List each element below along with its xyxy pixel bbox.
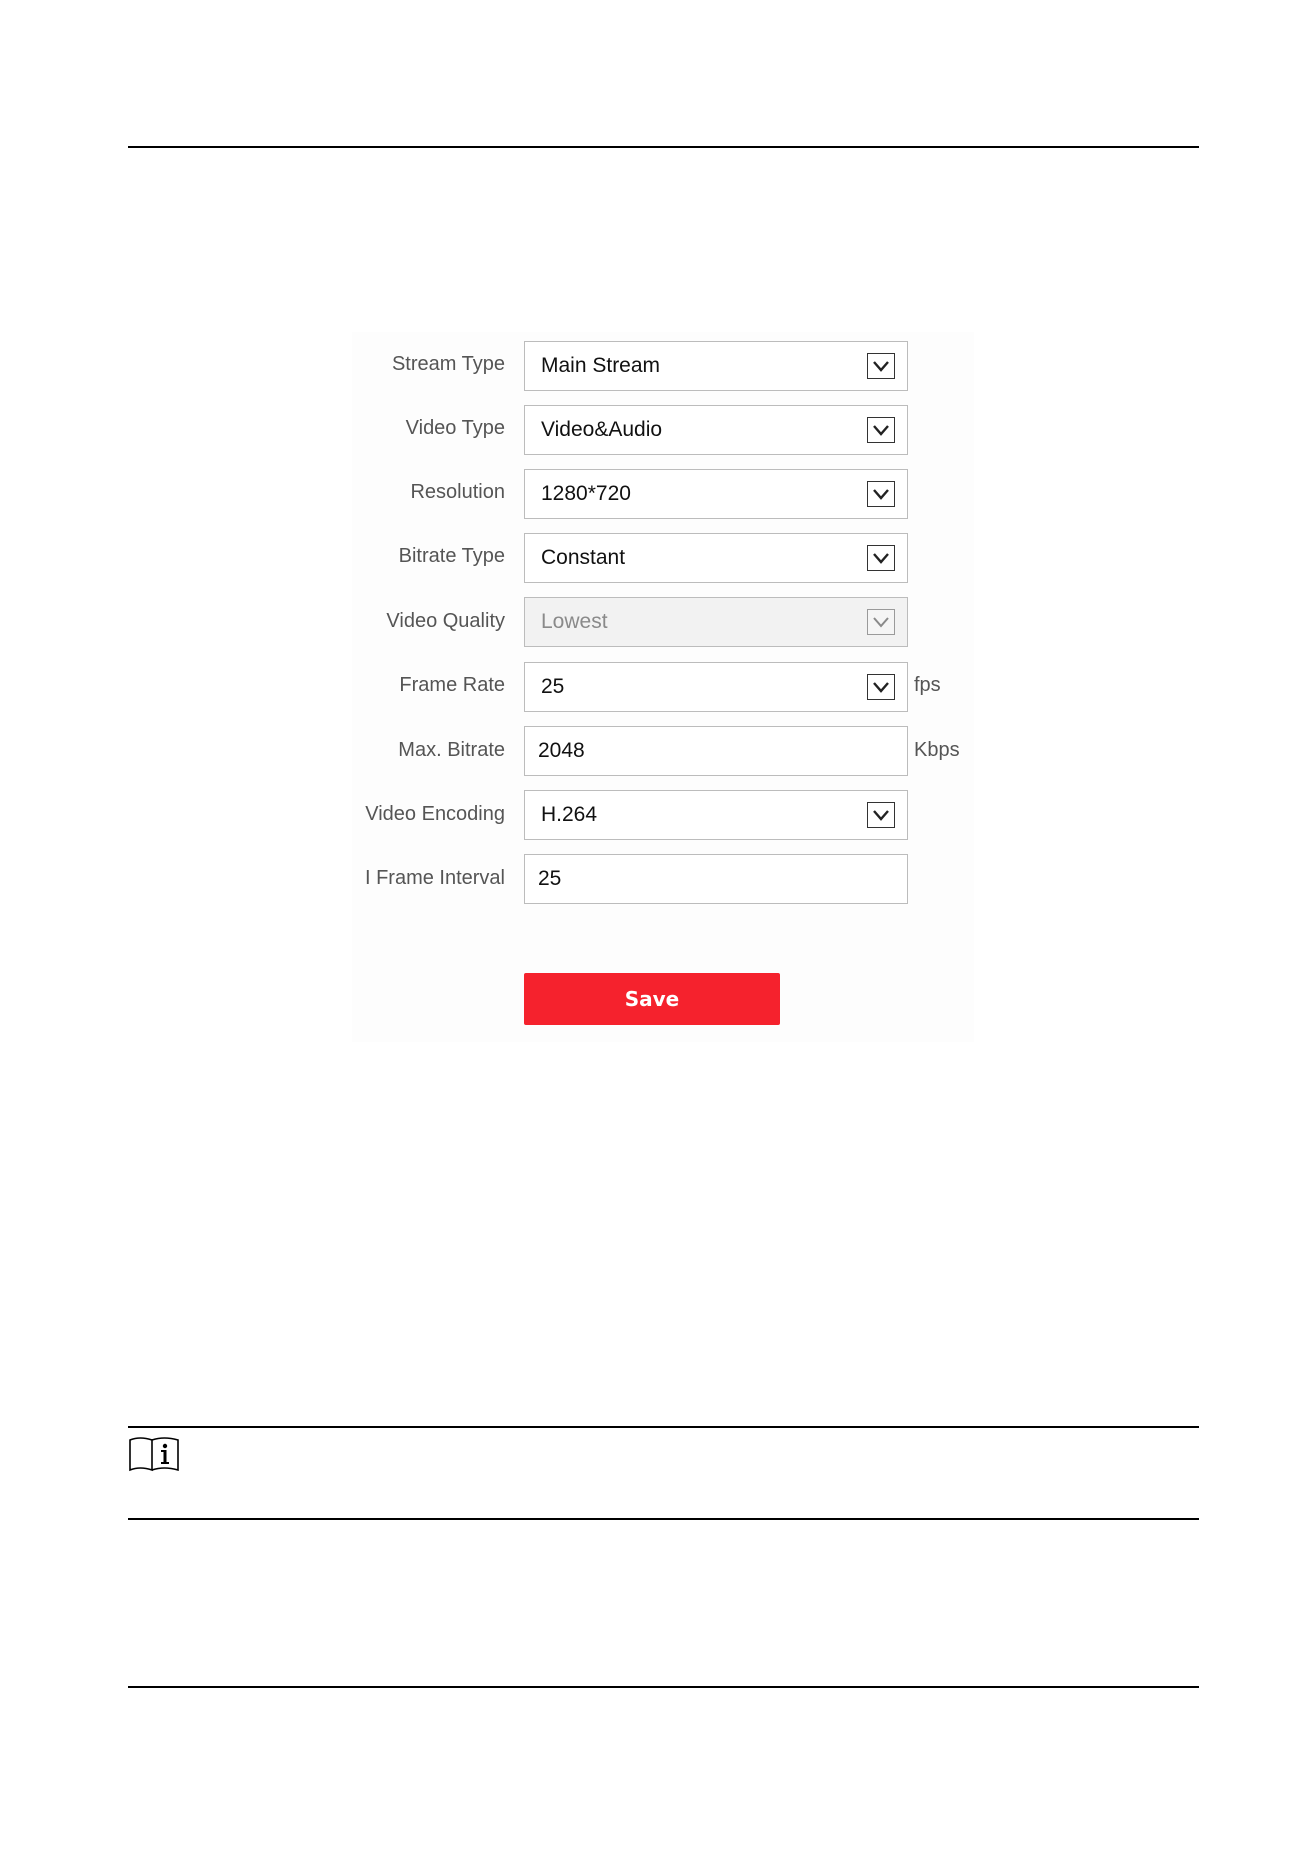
- frame-rate-select[interactable]: [524, 662, 908, 712]
- i-frame-interval-input[interactable]: [524, 854, 908, 904]
- frame-rate-value: 25: [541, 675, 565, 698]
- note-bottom-rule: [128, 1518, 1199, 1520]
- chevron-down-icon[interactable]: [867, 802, 895, 828]
- video-quality-value: Lowest: [541, 610, 608, 633]
- video-type-label: Video Type: [405, 417, 505, 439]
- video-encoding-select[interactable]: [524, 790, 908, 840]
- max-bitrate-label: Max. Bitrate: [398, 739, 505, 761]
- chevron-down-icon[interactable]: [867, 674, 895, 700]
- video-quality-select: [524, 597, 908, 647]
- stream-type-value: Main Stream: [541, 354, 661, 377]
- stream-type-label: Stream Type: [391, 353, 505, 375]
- chevron-down-icon: [867, 609, 895, 635]
- chevron-down-icon[interactable]: [867, 545, 895, 571]
- note-top-rule: [128, 1426, 1199, 1428]
- footer-rule: [128, 1686, 1199, 1688]
- chevron-down-icon[interactable]: [867, 481, 895, 507]
- bitrate-type-value: Constant: [541, 546, 626, 569]
- max-bitrate-value: 2048: [538, 739, 585, 762]
- chevron-down-icon[interactable]: [867, 353, 895, 379]
- i-frame-interval-value: 25: [538, 867, 562, 890]
- video-type-value: Video&Audio: [541, 418, 663, 441]
- note-book-info-icon: [128, 1436, 180, 1472]
- video-type-select[interactable]: [524, 405, 908, 455]
- resolution-select[interactable]: [524, 469, 908, 519]
- bitrate-type-label: Bitrate Type: [398, 545, 505, 567]
- bitrate-type-select[interactable]: [524, 533, 908, 583]
- save-button[interactable]: Save: [524, 973, 780, 1025]
- video-quality-label: Video Quality: [386, 610, 505, 632]
- video-encoding-value: H.264: [541, 803, 598, 826]
- frame-rate-label: Frame Rate: [399, 674, 505, 696]
- max-bitrate-unit: Kbps: [914, 739, 960, 761]
- max-bitrate-input[interactable]: [524, 726, 908, 776]
- resolution-label: Resolution: [410, 481, 505, 503]
- chevron-down-icon[interactable]: [867, 417, 895, 443]
- resolution-value: 1280*720: [541, 482, 631, 505]
- header-rule: [128, 146, 1199, 148]
- frame-rate-unit: fps: [914, 674, 941, 696]
- stream-type-select[interactable]: [524, 341, 908, 391]
- video-encoding-label: Video Encoding: [365, 803, 505, 825]
- i-frame-interval-label: I Frame Interval: [364, 867, 505, 889]
